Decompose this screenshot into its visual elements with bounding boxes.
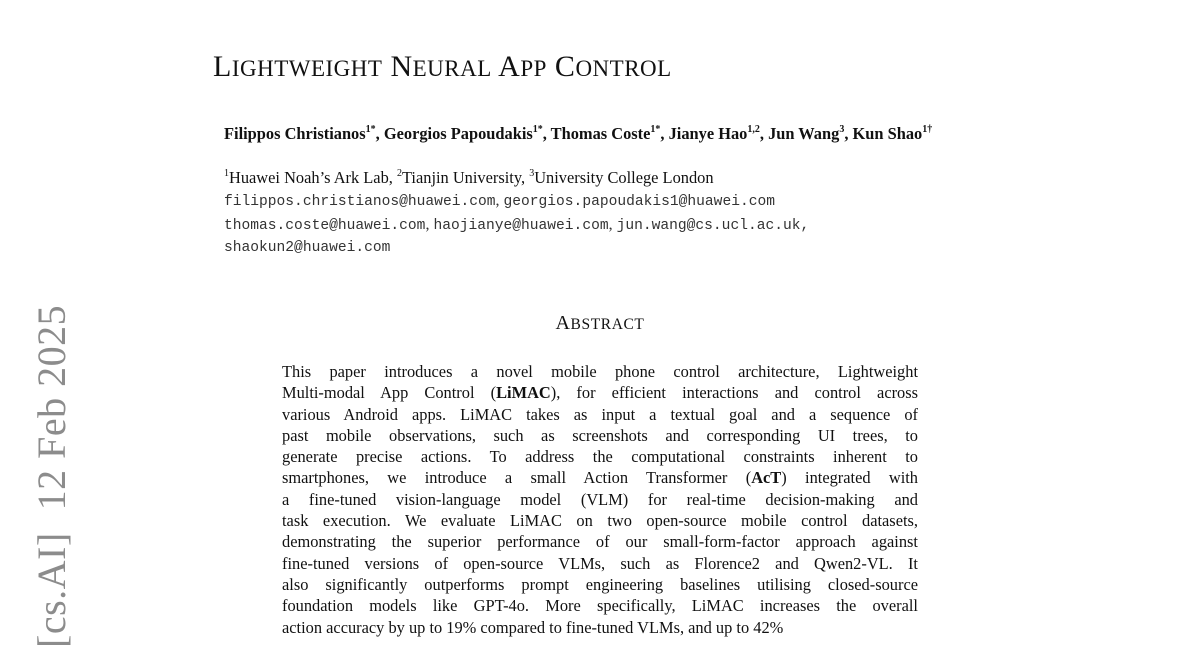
abstract-line: [282, 531, 918, 552]
author-name: Georgios Papoudakis: [383, 124, 533, 143]
author-separator: ,: [844, 124, 853, 143]
abstract-line: [282, 617, 918, 638]
abstract-line: [282, 489, 918, 510]
abstract-heading-cap: A: [555, 312, 571, 334]
abstract-bold-term: LiMAC: [496, 383, 551, 403]
abstract-text: a fine-tuned vision-language model (VLM) for real-time decision-making and: [282, 489, 918, 509]
abstract-text: Multi-modal App Control (: [282, 383, 497, 403]
email-separator: ,: [495, 192, 504, 209]
author-affiliation-mark: 3: [839, 124, 845, 135]
affiliation-mark: 2: [396, 168, 402, 179]
abstract-text: smartphones, we introduce a small Action Transformer (: [282, 468, 752, 488]
email-line: [224, 237, 809, 260]
author-name: Thomas Coste: [550, 124, 651, 143]
affiliation-separator: ,: [388, 168, 397, 187]
title-word-cap: L: [213, 50, 232, 83]
abstract-text: This paper introduces a novel mobile phone control architecture, Lightweight: [282, 362, 918, 381]
abstract-line: [282, 361, 918, 382]
abstract-line: [282, 574, 918, 595]
title-word-rest: ONTROL: [575, 56, 672, 81]
abstract-text: also significantly outperforms prompt engineering baselines utilising closed-source: [282, 574, 918, 594]
arxiv-date: 12 Feb 2025: [29, 304, 74, 511]
title-word-cap: N: [390, 50, 413, 83]
abstract-text: task execution. We evaluate LiMAC on two open-source mobile control datasets,: [282, 511, 918, 531]
arxiv-category: [cs.AI]: [29, 532, 74, 648]
abstract-bold-term: AcT: [751, 468, 782, 488]
email-address: haojianye@huawei.com: [433, 217, 609, 234]
abstract-line: [282, 404, 918, 425]
abstract-text: past mobile observations, such as screenshots and corresponding UI trees, to: [282, 425, 918, 445]
author-affiliation-mark: 1*: [650, 124, 661, 135]
author-affiliation-mark: 1*: [532, 124, 543, 135]
email-address: shaokun2@huawei.com: [224, 240, 391, 256]
abstract-heading-rest: BSTRACT: [570, 316, 645, 333]
affiliation-mark: 3: [529, 168, 535, 179]
abstract-line: [282, 595, 918, 616]
title-word-cap: A: [498, 50, 521, 83]
abstract-line: [282, 425, 918, 446]
abstract-text: various Android apps. LiMAC takes as input a textual goal and a sequence of: [282, 404, 918, 424]
abstract-line: [282, 446, 918, 467]
abstract-text: action accuracy by up to 19% compared to fine-tuned VLMs, and up to 42%: [282, 617, 784, 637]
author-affiliation-mark: 1,2: [747, 124, 760, 135]
author-separator: ,: [375, 124, 384, 143]
author-list: [224, 124, 932, 144]
title-word-rest: EURAL: [412, 56, 492, 81]
title-word-rest: IGHTWEIGHT: [231, 56, 383, 81]
email-address: jun.wang@cs.ucl.ac.uk,: [616, 217, 810, 234]
abstract-line: [282, 382, 918, 403]
author-affiliation-mark: 1*: [365, 124, 376, 135]
author-separator: ,: [660, 124, 669, 143]
email-address: thomas.coste@huawei.com: [224, 217, 426, 234]
title-word-rest: PP: [520, 56, 547, 81]
abstract-line: [282, 553, 918, 574]
author-affiliation-mark: 1†: [922, 124, 933, 135]
affiliation-separator: ,: [520, 168, 530, 187]
email-separator: ,: [425, 215, 434, 233]
abstract-text: fine-tuned versions of open-source VLMs, such as Florence2 and Qwen2-VL. It: [282, 553, 918, 573]
author-name: Jun Wang: [768, 124, 840, 143]
email-address: filippos.christianos@huawei.com: [224, 194, 496, 210]
affiliation-name: Tianjin University: [401, 168, 521, 187]
abstract-heading: [0, 312, 1200, 335]
email-address: georgios.papoudakis1@huawei.com: [503, 194, 775, 210]
email-separator: ,: [608, 215, 617, 233]
email-line: [224, 214, 809, 238]
abstract-line: [282, 510, 918, 531]
abstract-text: foundation models like GPT-4o. More specifically, LiMAC increases the overall: [282, 596, 918, 616]
affiliation-name: University College London: [534, 168, 714, 187]
author-name: Kun Shao: [852, 124, 923, 143]
abstract-body: [282, 361, 918, 638]
title-word-cap: C: [554, 50, 576, 83]
author-separator: ,: [759, 124, 769, 143]
author-name: Jianye Hao: [668, 124, 748, 143]
email-list: [224, 190, 809, 260]
author-separator: ,: [542, 124, 551, 143]
email-line: [224, 190, 809, 214]
arxiv-side-label: [28, 305, 75, 648]
author-name: Filippos Christianos: [224, 124, 366, 143]
affiliation-mark: 1: [224, 168, 229, 179]
affiliation-name: Huawei Noah’s Ark Lab: [229, 168, 389, 187]
paper-title: [213, 50, 672, 84]
affiliation-list: [224, 168, 714, 188]
abstract-line: [282, 467, 918, 488]
abstract-text: ), for efficient interactions and control across: [550, 383, 918, 403]
abstract-text: demonstrating the superior performance of our small-form-factor approach against: [282, 532, 918, 552]
abstract-text: ) integrated with: [781, 468, 918, 488]
abstract-text: generate precise actions. To address the computational constraints inherent to: [282, 447, 918, 467]
